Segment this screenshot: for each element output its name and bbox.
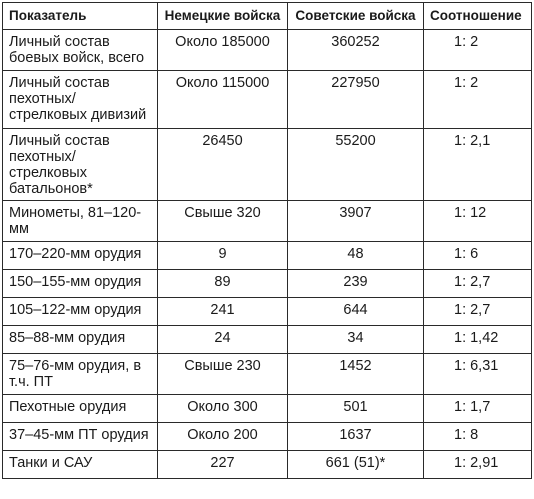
ratio-value: 1: 2 <box>424 71 532 129</box>
soviet-value: 55200 <box>288 129 424 201</box>
german-value: 9 <box>158 242 288 270</box>
table-row <box>3 326 532 354</box>
ratio-value: 1: 2,7 <box>424 298 532 326</box>
header-german: Немецкие войска <box>158 3 288 30</box>
table-row <box>3 423 532 451</box>
forces-comparison-table <box>2 2 532 479</box>
table-row <box>3 451 532 479</box>
row-label: Личный состав боевых войск, всего <box>3 30 158 71</box>
row-label: Пехотные орудия <box>3 395 158 423</box>
header-row <box>3 3 532 30</box>
ratio-value: 1: 1,42 <box>424 326 532 354</box>
ratio-value: 1: 6 <box>424 242 532 270</box>
table-row <box>3 71 532 129</box>
german-value: 241 <box>158 298 288 326</box>
row-label: Личный состав пехотных/стрелковых батальонов* <box>3 129 158 201</box>
comparison-table-container <box>2 2 531 479</box>
ratio-value: 1: 1,7 <box>424 395 532 423</box>
soviet-value: 1452 <box>288 354 424 395</box>
header-ratio: Соотношение <box>424 3 532 30</box>
row-label: 37–45-мм ПТ орудия <box>3 423 158 451</box>
row-label: Минометы, 81–120-мм <box>3 201 158 242</box>
row-label: 105–122-мм орудия <box>3 298 158 326</box>
table-row <box>3 298 532 326</box>
ratio-value: 1: 2,1 <box>424 129 532 201</box>
german-value: 26450 <box>158 129 288 201</box>
ratio-value: 1: 2,91 <box>424 451 532 479</box>
ratio-value: 1: 6,31 <box>424 354 532 395</box>
table-row <box>3 129 532 201</box>
german-value: Около 200 <box>158 423 288 451</box>
ratio-value: 1: 8 <box>424 423 532 451</box>
table-row <box>3 354 532 395</box>
soviet-value: 501 <box>288 395 424 423</box>
german-value: Около 300 <box>158 395 288 423</box>
soviet-value: 227950 <box>288 71 424 129</box>
soviet-value: 360252 <box>288 30 424 71</box>
german-value: Свыше 320 <box>158 201 288 242</box>
ratio-value: 1: 12 <box>424 201 532 242</box>
soviet-value: 644 <box>288 298 424 326</box>
table-row <box>3 242 532 270</box>
soviet-value: 34 <box>288 326 424 354</box>
table-row <box>3 395 532 423</box>
table-row <box>3 201 532 242</box>
row-label: 75–76-мм орудия, в т.ч. ПТ <box>3 354 158 395</box>
table-row <box>3 30 532 71</box>
row-label: Личный состав пехотных/стрелковых дивизий <box>3 71 158 129</box>
row-label: 170–220-мм орудия <box>3 242 158 270</box>
row-label: 85–88-мм орудия <box>3 326 158 354</box>
german-value: Около 115000 <box>158 71 288 129</box>
soviet-value: 661 (51)* <box>288 451 424 479</box>
german-value: 227 <box>158 451 288 479</box>
ratio-value: 1: 2,7 <box>424 270 532 298</box>
row-label: 150–155-мм орудия <box>3 270 158 298</box>
soviet-value: 239 <box>288 270 424 298</box>
soviet-value: 48 <box>288 242 424 270</box>
ratio-value: 1: 2 <box>424 30 532 71</box>
header-indicator: Показатель <box>3 3 158 30</box>
row-label: Танки и САУ <box>3 451 158 479</box>
german-value: 24 <box>158 326 288 354</box>
german-value: Около 185000 <box>158 30 288 71</box>
soviet-value: 1637 <box>288 423 424 451</box>
soviet-value: 3907 <box>288 201 424 242</box>
table-row <box>3 270 532 298</box>
header-soviet: Советские войска <box>288 3 424 30</box>
german-value: 89 <box>158 270 288 298</box>
german-value: Свыше 230 <box>158 354 288 395</box>
